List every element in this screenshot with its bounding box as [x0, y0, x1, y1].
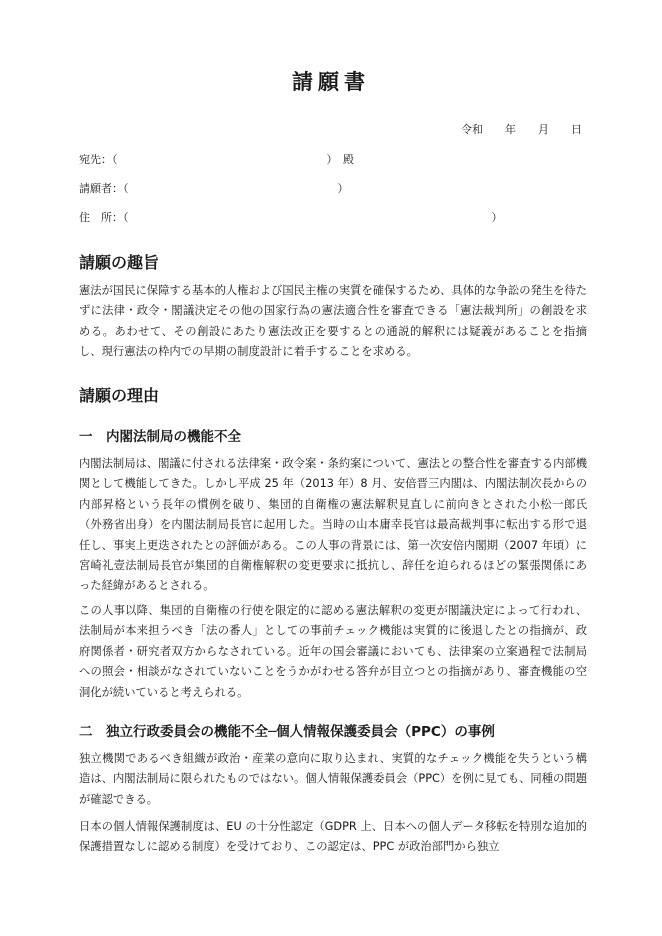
purpose-paragraph: 憲法が国民に保障する基本的人権および国民主権の実質を確保するため、具体的な争訟の発生を待たずに法律・政令・閣議決定その他の国家行為の憲法適合性を審査できる「憲法裁判所」の創設を求める。あわせて、その創設にあたり憲法改正を要するとの通説的解釈には疑義があることを指摘し、現行憲法の枠内での早期の制度設計に着手することを求める。: [79, 284, 587, 359]
subsection-1-paragraph-1: 内閣法制局は、閣議に付される法律案・政令案・条約案について、憲法との整合性を審査する内部機関として機能してきた。しかし平成 25 年（2013 年）8 月、安倍晋三内閣は、内閣法制次長からの内部昇格という長年の慣例を破り、集団的自衛権の憲法解釈見直しに前向きとされた小松一郎氏（外務省出身）を内閣法制局長官に起用した。当時の山本庸幸長官は最高裁判事に転出する形で退任し、事実上更迭されたとの評価がある。この人事の背景には、第一次安倍内閣期（2007 年頃）に宮崎礼壹法制局長官が集団的自衛権解釈の変更要求に抵抗し、辞任を迫られるほどの緊張関係にあった経緯があるとされる。: [79, 457, 587, 593]
address-field: 住 所：（ ）: [79, 211, 503, 224]
petitioner-field: 請願者：（ ）: [79, 182, 349, 195]
subsection-1-heading: 一 内閣法制局の機能不全: [79, 429, 241, 445]
date-line: 令和 年 月 日: [461, 123, 582, 136]
subsection-1-paragraph-2: この人事以降、集団的自衛権の行使を限定的に認める憲法解釈の変更が閣議決定によって行われ、法制局が本来担うべき「法の番人」としての事前チェック機能は実質的に後退したとの指摘が、政府関係者・研究者双方からなされている。近年の国会審議においても、法律案の立案過程で法制局への照会・相談がなされていないことをうかがわせる答弁が目立つとの指摘があり、審査機能の空洞化が続いていると考えられる。: [79, 604, 587, 699]
purpose-heading: 請願の趣旨: [79, 253, 160, 272]
document-title: 請願書: [292, 70, 370, 94]
subsection-2-heading: 二 独立行政委員会の機能不全─個人情報保護委員会（PPC）の事例: [79, 724, 495, 740]
reasons-heading: 請願の理由: [79, 386, 160, 405]
subsection-2-paragraph-2: 日本の個人情報保護制度は、EU の十分性認定（GDPR 上、日本への個人データ移転を特別な追加的保護措置なしに認める制度）を受けており、この認定は、PPC が政治部門から独立: [79, 820, 587, 854]
addressee-field: 宛先：（ ） 殿: [79, 153, 354, 166]
subsection-2-paragraph-1: 独立機関であるべき組織が政治・産業の意向に取り込まれ、実質的なチェック機能を失うという構造は、内閣法制局に限られたものではない。個人情報保護委員会（PPC）を例に見ても、同種の問題が確認できる。: [79, 752, 587, 806]
